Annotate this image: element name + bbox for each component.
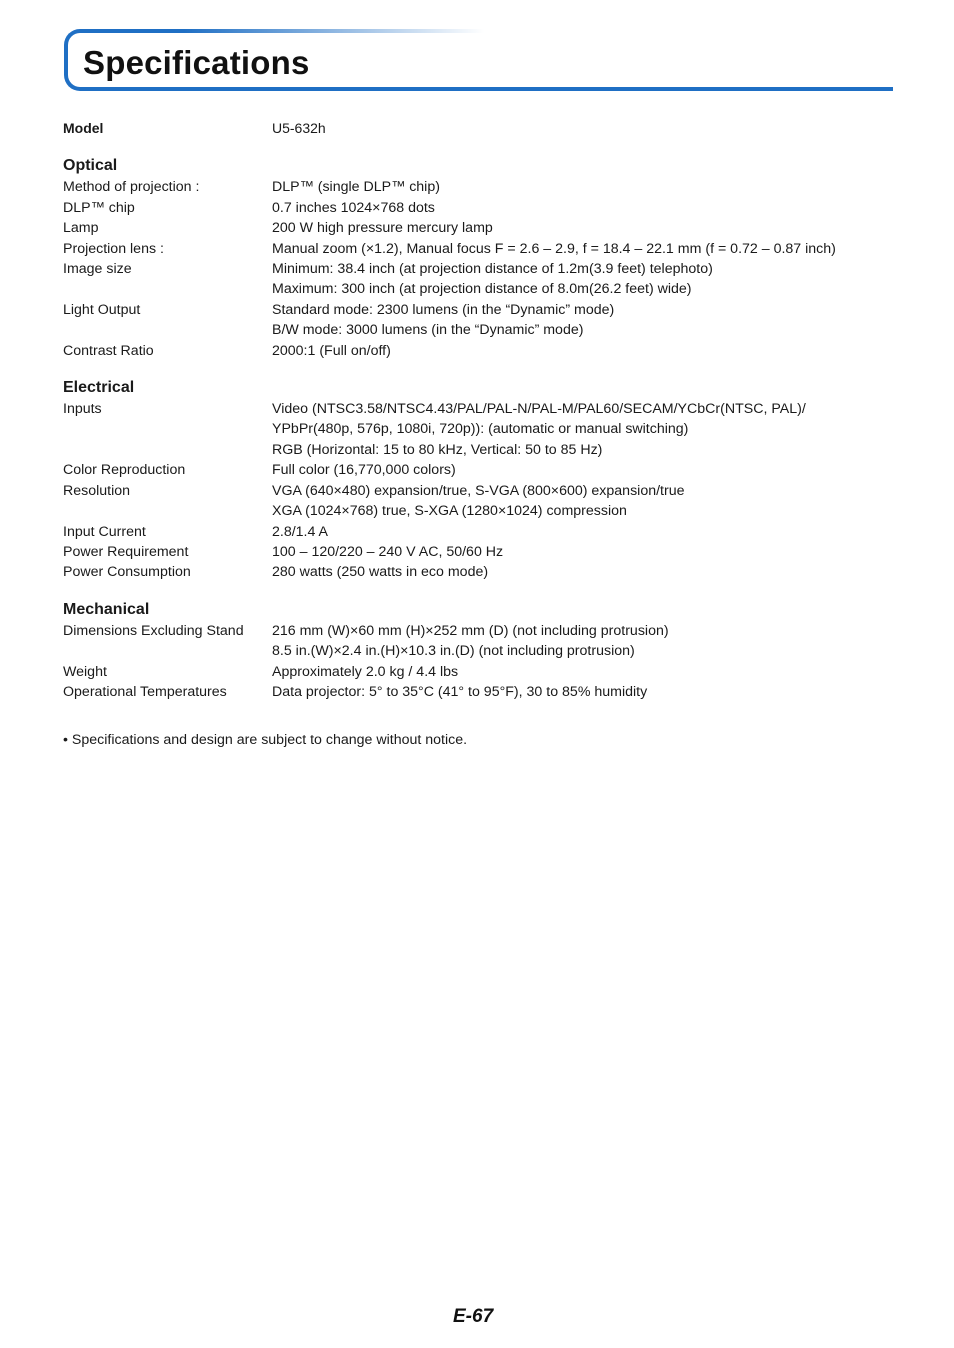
spec-value-line: Standard mode: 2300 lumens (in the “Dynamic” mode): [272, 301, 615, 318]
spec-value-line: YPbPr(480p, 576p, 1080i, 720p)): (automatic or manual switching): [272, 421, 689, 438]
page-number: E-67: [453, 1306, 494, 1327]
spec-values: [272, 177, 903, 197]
spec-label: Inputs: [63, 401, 102, 418]
section-title-electrical: Electrical: [63, 379, 135, 397]
spec-values: [272, 662, 903, 682]
spec-values: [272, 542, 903, 562]
spec-value: U5-632h: [272, 120, 326, 136]
spec-value-line: B/W mode: 3000 lumens (in the “Dynamic” mode): [272, 322, 584, 339]
spec-values: [272, 259, 903, 300]
spec-value-line: 200 W high pressure mercury lamp: [272, 220, 493, 237]
spec-value-line: 100 – 120/220 – 240 V AC, 50/60 Hz: [272, 543, 504, 560]
spec-values: [272, 562, 903, 582]
spec-value-line: 216 mm (W)×60 mm (H)×252 mm (D) (not including protrusion): [272, 622, 669, 639]
spec-values: [272, 682, 903, 702]
page-header: [64, 29, 893, 94]
spec-value-line: XGA (1024×768) true, S-XGA (1280×1024) compression: [272, 503, 627, 520]
spec-values: [272, 300, 903, 341]
spec-label: Color Reproduction: [63, 462, 186, 479]
spec-values: [272, 218, 903, 238]
spec-label: Weight: [63, 663, 107, 680]
spec-label: Image size: [63, 261, 132, 278]
page-title: Specifications: [83, 44, 310, 81]
spec-label: Power Consumption: [63, 564, 191, 581]
title-frame-fade: [184, 25, 484, 33]
spec-label: Contrast Ratio: [63, 342, 154, 359]
spec-values: [272, 621, 903, 662]
spec-value-line: Maximum: 300 inch (at projection distance of 8.0m(26.2 feet) wide): [272, 281, 692, 298]
spec-value-line: DLP™ (single DLP™ chip): [272, 179, 440, 196]
spec-value-line: 0.7 inches 1024×768 dots: [272, 199, 435, 216]
spec-label: Lamp: [63, 220, 99, 237]
spec-value-line: 8.5 in.(W)×2.4 in.(H)×10.3 in.(D) (not including protrusion): [272, 643, 635, 660]
spec-values: [272, 460, 903, 480]
spec-row: [63, 542, 903, 562]
spec-row: [63, 239, 903, 259]
spec-value-line: Manual zoom (×1.2), Manual focus F = 2.6 – 2.9, f = 18.4 – 22.1 mm (f = 0.72 – 0.87 inch): [272, 240, 836, 257]
spec-row: [63, 460, 903, 480]
spec-row: [63, 300, 903, 341]
spec-label: Method of projection :: [63, 179, 200, 196]
spec-values: [272, 399, 903, 460]
spec-values: [272, 341, 903, 361]
spec-value-line: RGB (Horizontal: 15 to 80 kHz, Vertical: 50 to 85 Hz): [272, 441, 603, 458]
spec-row: [63, 562, 903, 582]
spec-label: Light Output: [63, 301, 141, 318]
spec-row-model: [63, 118, 903, 138]
title-frame-gap: [484, 25, 894, 33]
spec-label: DLP™ chip: [63, 199, 135, 216]
spec-value-line: 2000:1 (Full on/off): [272, 342, 391, 359]
spec-values: [272, 239, 903, 259]
spec-values: [272, 481, 903, 522]
spec-value-line: VGA (640×480) expansion/true, S-VGA (800×600) expansion/true: [272, 482, 685, 499]
spec-value-line: Full color (16,770,000 colors): [272, 462, 456, 479]
spec-row: [63, 662, 903, 682]
spec-label: Input Current: [63, 523, 146, 540]
footnote: • Specifications and design are subject to change without notice.: [63, 732, 468, 748]
spec-value-line: Approximately 2.0 kg / 4.4 lbs: [272, 663, 459, 680]
spec-row: [63, 341, 903, 361]
spec-value-line: Data projector: 5° to 35°C (41° to 95°F), 30 to 85% humidity: [272, 683, 648, 700]
spec-row: [63, 481, 903, 522]
spec-label: Dimensions Excluding Stand: [63, 622, 244, 639]
spec-value-line: 280 watts (250 watts in eco mode): [272, 564, 489, 581]
spec-label: Operational Temperatures: [63, 683, 227, 700]
spec-row: [63, 198, 903, 218]
spec-table: [63, 118, 903, 702]
spec-label: Model: [63, 120, 104, 136]
spec-label: Power Requirement: [63, 543, 189, 560]
spec-value-line: Video (NTSC3.58/NTSC4.43/PAL/PAL-N/PAL-M/PAL60/SECAM/YCbCr(NTSC, PAL)/: [272, 401, 806, 418]
spec-label: Resolution: [63, 482, 131, 499]
spec-row: [63, 682, 903, 702]
section-title-mechanical: Mechanical: [63, 600, 150, 618]
spec-row: [63, 522, 903, 542]
spec-row: [63, 399, 903, 460]
spec-values: [272, 522, 903, 542]
spec-sections: [63, 155, 903, 702]
section-title-optical: Optical: [63, 157, 118, 175]
spec-label: Projection lens :: [63, 240, 164, 257]
spec-value-line: 2.8/1.4 A: [272, 523, 329, 540]
spec-values: [272, 198, 903, 218]
spec-value-line: Minimum: 38.4 inch (at projection distance of 1.2m(3.9 feet) telephoto): [272, 261, 713, 278]
spec-row: [63, 259, 903, 300]
spec-row: [63, 177, 903, 197]
spec-row: [63, 621, 903, 662]
spec-row: [63, 218, 903, 238]
